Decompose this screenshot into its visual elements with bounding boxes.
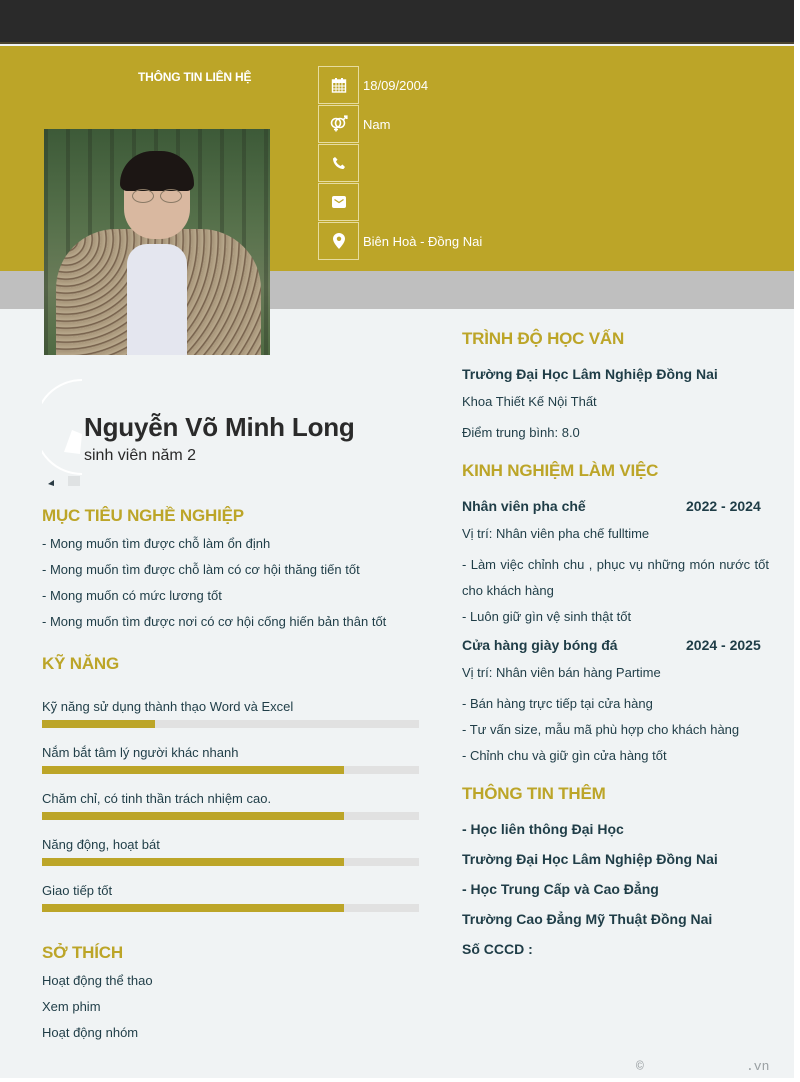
additional-item: Trường Cao Đẳng Mỹ Thuật Đồng Nai [462, 911, 713, 927]
envelope-icon [318, 183, 359, 221]
skills-heading: KỸ NĂNG [42, 654, 119, 673]
job-position: Vị trí: Nhân viên bán hàng Partime [462, 665, 661, 680]
skill-bar [42, 720, 419, 728]
education-heading: TRÌNH ĐỘ HỌC VẤN [462, 329, 625, 348]
skill-bar [42, 766, 419, 774]
additional-item: Trường Đại Học Lâm Nghiệp Đồng Nai [462, 851, 718, 867]
full-name: Nguyễn Võ Minh Long [84, 412, 355, 442]
education-gpa: Điểm trung bình: 8.0 [462, 425, 580, 440]
contact-email [318, 183, 482, 222]
footer [636, 1059, 776, 1074]
education-school: Trường Đại Học Lâm Nghiệp Đồng Nai [462, 366, 718, 382]
footer-domain: .vn [746, 1059, 770, 1074]
job-duty: - Bán hàng trực tiếp tại cửa hàng [462, 696, 653, 711]
job-duty: - Chỉnh chu và giữ gìn cửa hàng tốt [462, 748, 667, 763]
job-duty: - Làm việc chỉnh chu , phục vụ những món nước tốt cho khách hàng [462, 557, 769, 598]
skill-label: Năng động, hoạt bát [42, 837, 160, 852]
job-duty: - Tư vấn size, mẫu mã phù hợp cho khách hàng [462, 722, 740, 737]
skill-label: Nắm bắt tâm lý người khác nhanh [42, 745, 239, 760]
skill-label: Kỹ năng sử dụng thành thạo Word và Excel [42, 699, 294, 714]
additional-item: - Học Trung Cấp và Cao Đẳng [462, 881, 659, 897]
job-position: Vị trí: Nhân viên pha chế fulltime [462, 526, 650, 541]
experience-heading: KINH NGHIỆM LÀM VIỆC [462, 461, 659, 480]
objective-item: - Mong muốn tìm được chỗ làm ổn định [42, 536, 271, 551]
additional-item: - Học liên thông Đại Học [462, 821, 624, 837]
copyright-symbol: © [636, 1059, 644, 1074]
address-text: Biên Hoà - Đồng Nai [363, 234, 483, 249]
map-marker-icon [318, 222, 359, 260]
top-bar [0, 0, 794, 44]
job-subtitle: sinh viên năm 2 [84, 447, 197, 464]
gender-icon [318, 105, 359, 143]
additional-heading: THÔNG TIN THÊM [462, 784, 606, 803]
skill-label: Chăm chỉ, có tinh thần trách nhiệm cao. [42, 791, 272, 806]
id-number-label: Số CCCD : [462, 941, 533, 957]
hobbies-heading: SỞ THÍCH [42, 943, 123, 962]
birthday-text: 18/09/2004 [363, 78, 429, 93]
objective-item: - Mong muốn tìm được nơi có cơ hội cống hiến bản thân tốt [42, 614, 387, 629]
contact-birthday [318, 66, 482, 105]
contact-list [318, 66, 482, 261]
skill-bar [42, 858, 419, 866]
contact-title: THÔNG TIN LIÊN HỆ [138, 70, 252, 84]
objective-item: - Mong muốn có mức lương tốt [42, 588, 222, 603]
contact-phone [318, 144, 482, 183]
contact-gender [318, 105, 482, 144]
job-company: Cửa hàng giày bóng đá [462, 637, 618, 653]
skill-bar [42, 904, 419, 912]
hobby-item: Xem phim [42, 999, 101, 1014]
job-company: Nhân viên pha chế [462, 498, 586, 514]
skill-bar [42, 812, 419, 820]
contact-address [318, 222, 482, 261]
gender-text: Nam [363, 117, 391, 132]
profile-photo [44, 129, 270, 355]
hobby-item: Hoạt động nhóm [42, 1025, 139, 1040]
job-duty: - Luôn giữ gìn vệ sinh thật tốt [462, 609, 632, 624]
skill-label: Giao tiếp tốt [42, 883, 113, 898]
objective-item: - Mong muốn tìm được chỗ làm có cơ hội thăng tiến tốt [42, 562, 360, 577]
hobby-item: Hoạt động thể thao [42, 973, 153, 988]
education-faculty: Khoa Thiết Kế Nội Thất [462, 394, 597, 409]
objective-heading: MỤC TIÊU NGHỀ NGHIỆP [42, 506, 244, 525]
phone-icon [318, 144, 359, 182]
calendar-icon [318, 66, 359, 104]
job-period: 2022 - 2024 [686, 498, 761, 514]
job-period: 2024 - 2025 [686, 637, 761, 653]
